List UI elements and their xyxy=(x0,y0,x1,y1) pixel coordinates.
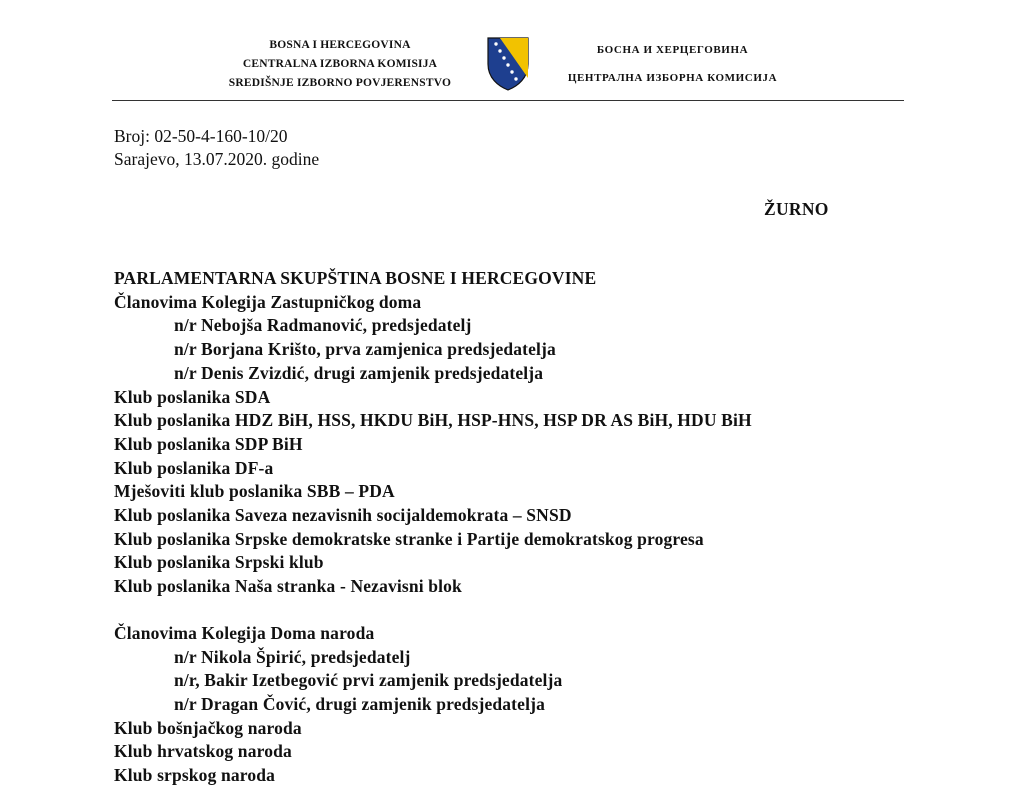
recipient-line: Klub poslanika SDA xyxy=(114,386,271,407)
recipient-person: n/r Borjana Krišto, prva zamjenica predsjedatelja xyxy=(174,339,556,360)
recipient-person: n/r Nebojša Radmanović, predsjedatelj xyxy=(174,315,472,336)
recipient-person: n/r Dragan Čović, drugi zamjenik predsjedatelja xyxy=(174,693,545,714)
recipient-line: Članovima Kolegija Zastupničkog doma xyxy=(114,291,422,312)
document-meta xyxy=(114,125,319,171)
recipient-line: Klub hrvatskog naroda xyxy=(114,741,292,762)
recipient-line: Klub bošnjačkog naroda xyxy=(114,717,302,738)
recipient-line: Klub poslanika Srpske demokratske stranke i Partije demokratskog progresa xyxy=(114,528,704,549)
place-date: Sarajevo, 13.07.2020. godine xyxy=(114,149,320,169)
recipient-line: Klub poslanika Saveza nezavisnih socijaldemokrata – SNSD xyxy=(114,505,572,526)
bih-coat-of-arms-icon xyxy=(484,34,532,92)
recipient-line: Klub poslanika Naša stranka - Nezavisni blok xyxy=(114,576,462,597)
recipient-line: Mješoviti klub poslanika SBB – PDA xyxy=(114,481,395,502)
recipient-person: n/r, Bakir Izetbegović prvi zamjenik predsjedatelja xyxy=(174,670,563,691)
reference-number: Broj: 02-50-4-160-10/20 xyxy=(114,126,288,146)
letterhead-cyrillic xyxy=(540,36,805,92)
recipient-line: Članovima Kolegija Doma naroda xyxy=(114,622,375,643)
header-divider xyxy=(112,100,904,101)
recipient-line: Klub poslanika DF-a xyxy=(114,457,274,478)
letterhead-commission: CENTRALNA IZBORNA KOMISIJA xyxy=(242,58,438,70)
recipient-line: PARLAMENTARNA SKUPŠTINA BOSNE I HERCEGOVINE xyxy=(114,268,597,288)
letterhead-country-cyrillic: БОСНА И ХЕРЦЕГОВИНА xyxy=(596,44,749,56)
recipient-person: n/r Denis Zvizdić, drugi zamjenik predsjedatelja xyxy=(174,362,544,383)
section-gap xyxy=(114,599,752,622)
letterhead-country: BOSNA I HERCEGOVINA xyxy=(269,39,411,51)
letterhead-commission-cyrillic: ЦЕНТРАЛНА ИЗБОРНА КОМИСИЈА xyxy=(567,72,778,84)
letterhead-latin xyxy=(190,36,490,93)
recipient-line: Klub poslanika SDP BiH xyxy=(114,433,303,454)
recipient-line: Klub poslanika HDZ BiH, HSS, HKDU BiH, HSP-HNS, HSP DR AS BiH, HDU BiH xyxy=(114,410,752,431)
recipient-person: n/r Nikola Špirić, predsjedatelj xyxy=(174,646,411,667)
recipient-line: Klub srpskog naroda xyxy=(114,765,276,786)
letterhead xyxy=(0,0,1024,110)
recipient-line: Klub poslanika Srpski klub xyxy=(114,552,324,573)
recipient-list xyxy=(114,267,752,788)
urgent-label: ŽURNO xyxy=(764,199,829,219)
letterhead-commission-alt: SREDIŠNJE IZBORNO POVJERENSTVO xyxy=(228,77,452,89)
